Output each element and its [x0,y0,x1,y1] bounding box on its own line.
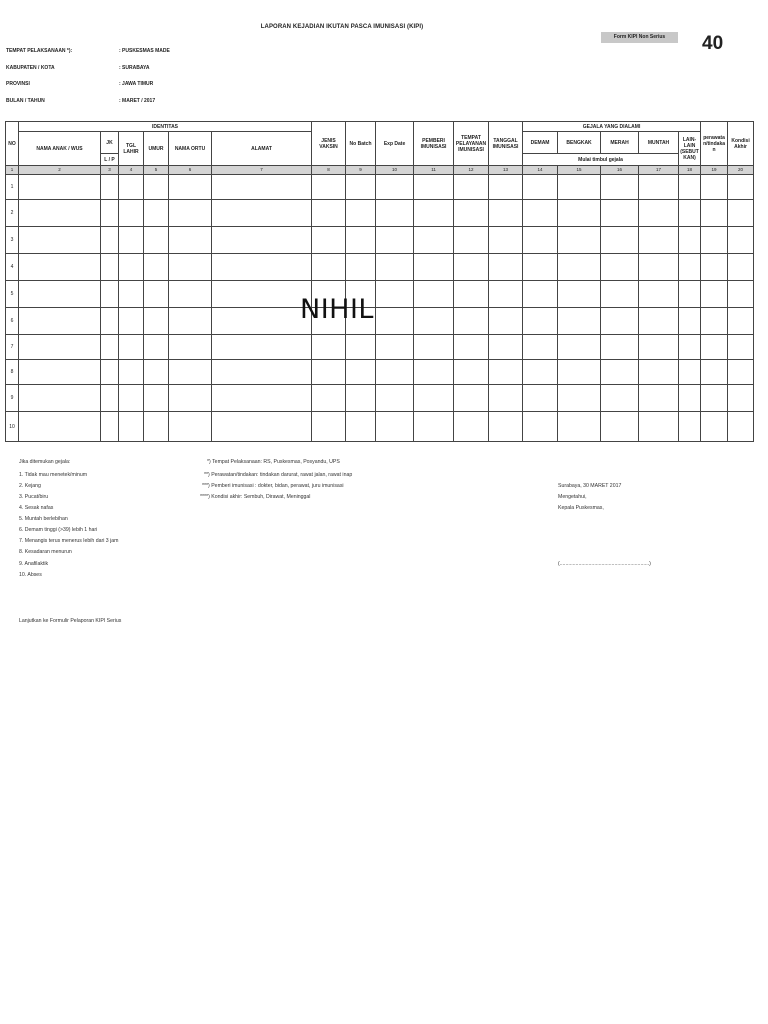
empty-cell [376,360,414,385]
symptom-item: 7. Menangis terus menerus lebih dari 3 jam [19,538,119,544]
empty-cell [169,385,212,412]
empty-cell [523,227,558,254]
empty-cell [728,200,754,227]
column-number-cell: 13 [489,166,523,175]
column-number-cell: 3 [101,166,119,175]
empty-cell [728,308,754,335]
empty-cell [346,385,376,412]
empty-cell [523,335,558,360]
empty-cell [376,254,414,281]
column-number-cell: 9 [346,166,376,175]
empty-cell [312,175,346,200]
empty-cell [212,254,312,281]
empty-cell [376,281,414,308]
form-type-badge: Form KIPI Non Serius [601,32,678,43]
empty-cell [523,254,558,281]
empty-cell [346,200,376,227]
empty-cell [701,335,728,360]
empty-cell [679,308,701,335]
empty-cell [144,254,169,281]
col-header-jk: JK [101,132,119,154]
empty-cell [601,335,639,360]
empty-cell [558,360,601,385]
row-number-cell: 9 [6,385,19,412]
empty-cell [639,200,679,227]
empty-cell [454,308,489,335]
column-number-cell: 4 [119,166,144,175]
column-number-cell: 8 [312,166,346,175]
empty-cell [144,308,169,335]
empty-cell [119,360,144,385]
field-value-bulan: : MARET / 2017 [119,98,156,104]
empty-cell [489,254,523,281]
empty-cell [679,281,701,308]
empty-cell [19,412,101,442]
empty-cell [414,335,454,360]
column-number-cell: 11 [414,166,454,175]
empty-cell [212,200,312,227]
empty-cell [639,360,679,385]
empty-cell [414,200,454,227]
empty-cell [601,412,639,442]
empty-cell [489,385,523,412]
empty-cell [119,385,144,412]
col-header-bengkak: BENGKAK [558,132,601,154]
column-number-cell: 1 [6,166,19,175]
empty-cell [414,227,454,254]
empty-cell [119,335,144,360]
empty-cell [701,175,728,200]
empty-cell [558,254,601,281]
column-number-cell: 20 [728,166,754,175]
empty-cell [601,254,639,281]
empty-cell [19,360,101,385]
empty-cell [523,281,558,308]
empty-cell [119,254,144,281]
empty-cell [728,281,754,308]
row-number-cell: 8 [6,360,19,385]
empty-cell [414,412,454,442]
row-number-cell: 6 [6,308,19,335]
empty-cell [701,412,728,442]
empty-cell [489,281,523,308]
empty-cell [312,385,346,412]
empty-cell [489,175,523,200]
empty-cell [144,335,169,360]
empty-cell [346,412,376,442]
field-label-provinsi: PROVINSI [6,81,30,87]
column-number-cell: 14 [523,166,558,175]
empty-cell [523,360,558,385]
column-number-cell: 10 [376,166,414,175]
empty-cell [558,308,601,335]
table-row [6,175,754,200]
field-label-tempat: TEMPAT PELAKSANAAN *): [6,48,73,54]
empty-cell [169,281,212,308]
signature-place-date: Surabaya, 30 MARET 2017 [558,483,622,489]
empty-cell [346,335,376,360]
empty-cell [414,281,454,308]
empty-cell [558,412,601,442]
empty-cell [701,360,728,385]
empty-cell [601,360,639,385]
field-label-bulan: BULAN / TAHUN [6,98,45,104]
column-number-cell: 6 [169,166,212,175]
empty-cell [679,175,701,200]
row-number-cell: 1 [6,175,19,200]
empty-cell [558,335,601,360]
empty-cell [414,360,454,385]
col-header-alamat: ALAMAT [212,132,312,166]
empty-cell [414,175,454,200]
empty-cell [679,335,701,360]
empty-cell [601,281,639,308]
row-number-cell: 4 [6,254,19,281]
empty-cell [101,227,119,254]
empty-cell [144,385,169,412]
empty-cell [212,385,312,412]
empty-cell [376,335,414,360]
empty-cell [728,227,754,254]
symptom-item: 4. Sesak nafas [19,505,54,511]
empty-cell [169,360,212,385]
column-number-cell: 17 [639,166,679,175]
table-row [6,360,754,385]
empty-cell [523,175,558,200]
empty-cell [558,200,601,227]
empty-cell [639,281,679,308]
empty-cell [454,385,489,412]
empty-cell [346,360,376,385]
empty-cell [169,227,212,254]
empty-cell [639,308,679,335]
empty-cell [728,360,754,385]
empty-cell [169,200,212,227]
empty-cell [414,308,454,335]
empty-cell [701,308,728,335]
column-number-row [6,166,754,175]
empty-cell [489,200,523,227]
col-header-perawatan: perawata n/tindaka n [701,122,728,166]
col-header-no: NO [6,122,19,166]
column-number-cell: 5 [144,166,169,175]
empty-cell [454,227,489,254]
empty-cell [454,200,489,227]
field-value-tempat: : PUSKESMAS MADE [119,48,170,54]
empty-cell [19,385,101,412]
symptom-item: 10. Abses [19,572,42,578]
empty-cell [312,254,346,281]
empty-cell [414,254,454,281]
empty-cell [101,308,119,335]
empty-cell [312,412,346,442]
empty-cell [414,385,454,412]
empty-cell [701,254,728,281]
empty-cell [489,227,523,254]
empty-cell [212,227,312,254]
empty-cell [454,281,489,308]
empty-cell [679,385,701,412]
table-row [6,412,754,442]
empty-cell [312,360,346,385]
empty-cell [489,308,523,335]
signature-position: Kepala Puskesmas, [558,505,604,511]
empty-cell [728,254,754,281]
empty-cell [376,200,414,227]
empty-cell [101,175,119,200]
signature-acknowledged: Mengetahui, [558,494,587,500]
kipi-report-table [5,121,754,442]
col-header-tempat-pelayanan: TEMPAT PELAYANAN IMUNISASI [454,122,489,166]
empty-cell [558,385,601,412]
empty-cell [169,254,212,281]
empty-cell [144,227,169,254]
row-number-cell: 10 [6,412,19,442]
col-header-exp-date: Exp Date [376,122,414,166]
empty-cell [639,175,679,200]
empty-cell [523,308,558,335]
column-number-cell: 19 [701,166,728,175]
empty-cell [346,227,376,254]
column-number-cell: 18 [679,166,701,175]
empty-cell [169,175,212,200]
row-number-cell: 5 [6,281,19,308]
empty-cell [376,412,414,442]
empty-cell [523,412,558,442]
empty-cell [119,227,144,254]
empty-cell [212,360,312,385]
empty-cell [701,385,728,412]
table-row [6,200,754,227]
empty-cell [101,200,119,227]
empty-cell [376,308,414,335]
empty-cell [346,175,376,200]
field-value-provinsi: : JAWA TIMUR [119,81,154,87]
empty-cell [639,254,679,281]
footer-instruction: Lanjutkan ke Formulir Pelaporan KIPI Serius [19,618,122,624]
empty-cell [101,281,119,308]
empty-cell [212,335,312,360]
column-number-cell: 15 [558,166,601,175]
empty-cell [728,335,754,360]
footnote-kondisi: ****) Kondisi akhir: Sembuh, Dirawat, Meninggal [200,494,311,500]
col-header-merah: MERAH [601,132,639,154]
table-row [6,281,754,308]
empty-cell [489,335,523,360]
column-number-cell: 12 [454,166,489,175]
col-header-gejala: GEJALA YANG DIALAMI [523,122,701,132]
col-header-lain-lain: LAIN-LAIN (SEBUT KAN) [679,132,701,166]
empty-cell [558,227,601,254]
empty-cell [454,335,489,360]
empty-cell [376,385,414,412]
empty-cell [601,200,639,227]
empty-cell [19,175,101,200]
empty-cell [701,281,728,308]
empty-cell [489,412,523,442]
col-header-tanggal: TANGGAL IMUNISASI [489,122,523,166]
field-value-kabupaten: : SURABAYA [119,65,150,71]
empty-cell [639,385,679,412]
empty-cell [19,281,101,308]
empty-cell [679,254,701,281]
footnote-pemberi: ***) Pemberi imunisasi : dokter, bidan, perawat, juru imunisasi [202,483,344,489]
empty-cell [144,175,169,200]
table-row [6,227,754,254]
symptom-item: 2. Kejang [19,483,41,489]
table-row [6,254,754,281]
field-label-kabupaten: KABUPATEN / KOTA [6,65,55,71]
empty-cell [119,200,144,227]
empty-cell [169,308,212,335]
column-number-cell: 16 [601,166,639,175]
empty-cell [312,335,346,360]
col-header-nama-anak: NAMA ANAK / WUS [19,132,101,166]
empty-cell [728,385,754,412]
empty-cell [454,175,489,200]
row-number-cell: 3 [6,227,19,254]
col-header-lp: L / P [101,154,119,166]
col-header-kondisi: Kondisi Akhir [728,122,754,166]
empty-cell [212,175,312,200]
empty-cell [701,227,728,254]
empty-cell [679,360,701,385]
empty-cell [312,227,346,254]
col-header-muntah: MUNTAH [639,132,679,154]
col-header-tgl-lahir: TGL LAHIR [119,132,144,166]
empty-cell [169,335,212,360]
empty-cell [19,254,101,281]
empty-cell [101,335,119,360]
empty-cell [679,227,701,254]
empty-cell [144,360,169,385]
empty-cell [19,200,101,227]
notes-heading: Jika ditemukan gejala: [19,459,71,465]
page-number: 40 [702,33,724,54]
empty-cell [101,254,119,281]
column-number-cell: 2 [19,166,101,175]
empty-cell [119,308,144,335]
empty-cell [376,227,414,254]
empty-cell [212,308,312,335]
empty-cell [558,281,601,308]
nihil-stamp: NIHIL [300,294,374,325]
empty-cell [701,200,728,227]
footnote-perawatan: **) Perawatan/tindakan: tindakan darurat, rawat jalan, rawat inap [204,472,353,478]
empty-cell [169,412,212,442]
symptom-item: 9. Anafilaktik [19,561,49,567]
empty-cell [454,360,489,385]
symptom-item: 5. Muntah berlebihan [19,516,68,522]
table-row [6,308,754,335]
empty-cell [101,385,119,412]
empty-cell [639,227,679,254]
col-header-demam: DEMAM [523,132,558,154]
footnote-tempat: *) Tempat Pelaksanaan: RS, Puskesmas, Posyandu, UPS [207,459,340,465]
empty-cell [101,360,119,385]
empty-cell [212,412,312,442]
empty-cell [101,412,119,442]
report-title: LAPORAN KEJADIAN IKUTAN PASCA IMUNISASI (KIPI) [260,24,424,30]
empty-cell [639,335,679,360]
table-row [6,385,754,412]
empty-cell [558,175,601,200]
col-header-mulai-gejala: Mulai timbul gejala [523,154,679,166]
empty-cell [212,281,312,308]
column-number-cell: 7 [212,166,312,175]
col-header-identitas: IDENTITAS [19,122,312,132]
empty-cell [144,281,169,308]
empty-cell [489,360,523,385]
col-header-jenis-vaksin: JENIS VAKSIN [312,122,346,166]
empty-cell [601,308,639,335]
empty-cell [601,385,639,412]
symptom-item: 6. Demam tinggi (>39) lebih 1 hari [19,527,98,533]
empty-cell [523,200,558,227]
empty-cell [119,412,144,442]
symptom-item: 1. Tidak mau menetek/minum [19,472,88,478]
empty-cell [454,254,489,281]
empty-cell [346,254,376,281]
empty-cell [728,175,754,200]
empty-cell [523,385,558,412]
symptom-item: 3. Pucat/biru [19,494,49,500]
col-header-nama-ortu: NAMA ORTU [169,132,212,166]
table-row [6,335,754,360]
col-header-no-batch: No Batch [346,122,376,166]
col-header-umur: UMUR [144,132,169,166]
empty-cell [19,308,101,335]
empty-cell [639,412,679,442]
empty-cell [728,412,754,442]
empty-cell [454,412,489,442]
empty-cell [601,175,639,200]
empty-cell [376,175,414,200]
row-number-cell: 7 [6,335,19,360]
empty-cell [679,200,701,227]
empty-cell [19,335,101,360]
empty-cell [119,175,144,200]
col-header-pemberi: PEMBERI IMUNISASI [414,122,454,166]
empty-cell [144,412,169,442]
empty-cell [601,227,639,254]
empty-cell [19,227,101,254]
empty-cell [144,200,169,227]
empty-cell [312,200,346,227]
row-number-cell: 2 [6,200,19,227]
empty-cell [679,412,701,442]
empty-cell [119,281,144,308]
symptom-item: 8. Kesadaran menurun [19,549,72,555]
signature-name-line: (..............................................................) [558,561,651,567]
